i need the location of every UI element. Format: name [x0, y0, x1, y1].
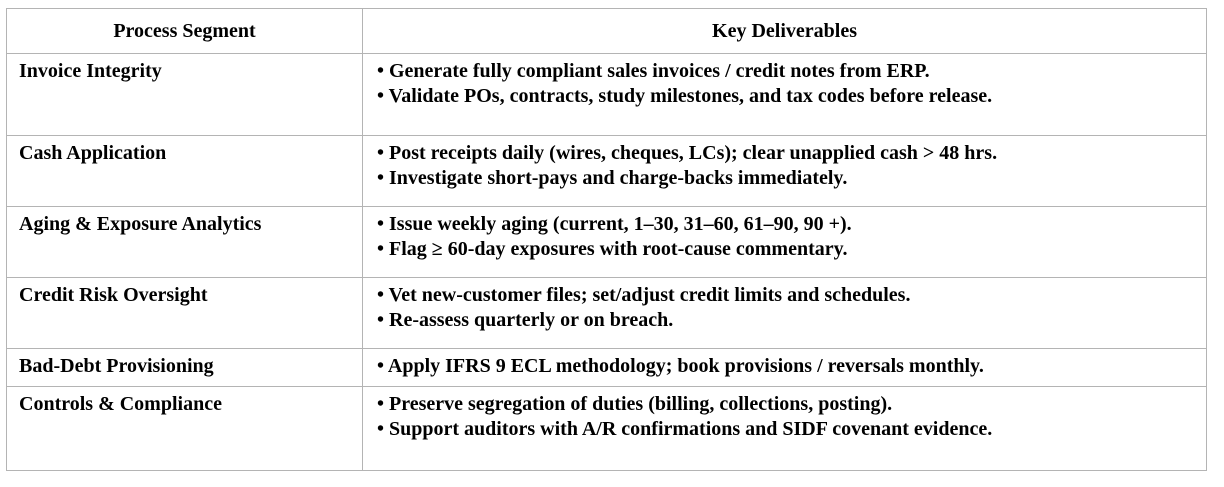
deliverable-item: • Investigate short-pays and charge-backs immediately. — [377, 166, 848, 189]
process-deliverables-table — [6, 8, 1207, 471]
table-row — [7, 278, 1207, 349]
table-header-row — [7, 9, 1207, 54]
deliverable-item: • Apply IFRS 9 ECL methodology; book provisions / reversals monthly. — [377, 355, 984, 378]
deliverables-cell — [363, 349, 1207, 387]
deliverables-cell — [363, 54, 1207, 136]
table-row — [7, 349, 1207, 387]
deliverables-cell — [363, 135, 1207, 206]
deliverable-item: • Support auditors with A/R confirmations and SIDF covenant evidence. — [377, 418, 993, 441]
table-row — [7, 206, 1207, 277]
deliverable-item: • Flag ≥ 60-day exposures with root-cause commentary. — [377, 237, 848, 260]
segment-cell: Aging & Exposure Analytics — [7, 206, 363, 277]
segment-cell: Bad-Debt Provisioning — [7, 349, 363, 387]
segment-cell: Invoice Integrity — [7, 54, 363, 136]
segment-cell: Controls & Compliance — [7, 387, 363, 471]
segment-cell: Cash Application — [7, 135, 363, 206]
table-row — [7, 387, 1207, 471]
deliverables-cell — [363, 206, 1207, 277]
deliverable-item: • Post receipts daily (wires, cheques, LCs); clear unapplied cash > 48 hrs. — [377, 141, 998, 164]
deliverable-item: • Preserve segregation of duties (billing, collections, posting). — [377, 393, 893, 416]
deliverables-cell — [363, 278, 1207, 349]
table-row — [7, 54, 1207, 136]
table-row — [7, 135, 1207, 206]
deliverable-item: • Vet new-customer files; set/adjust credit limits and schedules. — [377, 284, 911, 307]
deliverable-item: • Issue weekly aging (current, 1–30, 31–60, 61–90, 90 +). — [377, 212, 852, 235]
deliverable-item: • Generate fully compliant sales invoices / credit notes from ERP. — [377, 60, 930, 82]
segment-cell: Credit Risk Oversight — [7, 278, 363, 349]
deliverables-cell — [363, 387, 1207, 471]
header-key-deliverables: Key Deliverables — [363, 9, 1207, 54]
deliverable-item: • Re-assess quarterly or on breach. — [377, 309, 674, 332]
header-process-segment: Process Segment — [7, 9, 363, 54]
deliverable-item: • Validate POs, contracts, study milestones, and tax codes before release. — [377, 85, 993, 107]
